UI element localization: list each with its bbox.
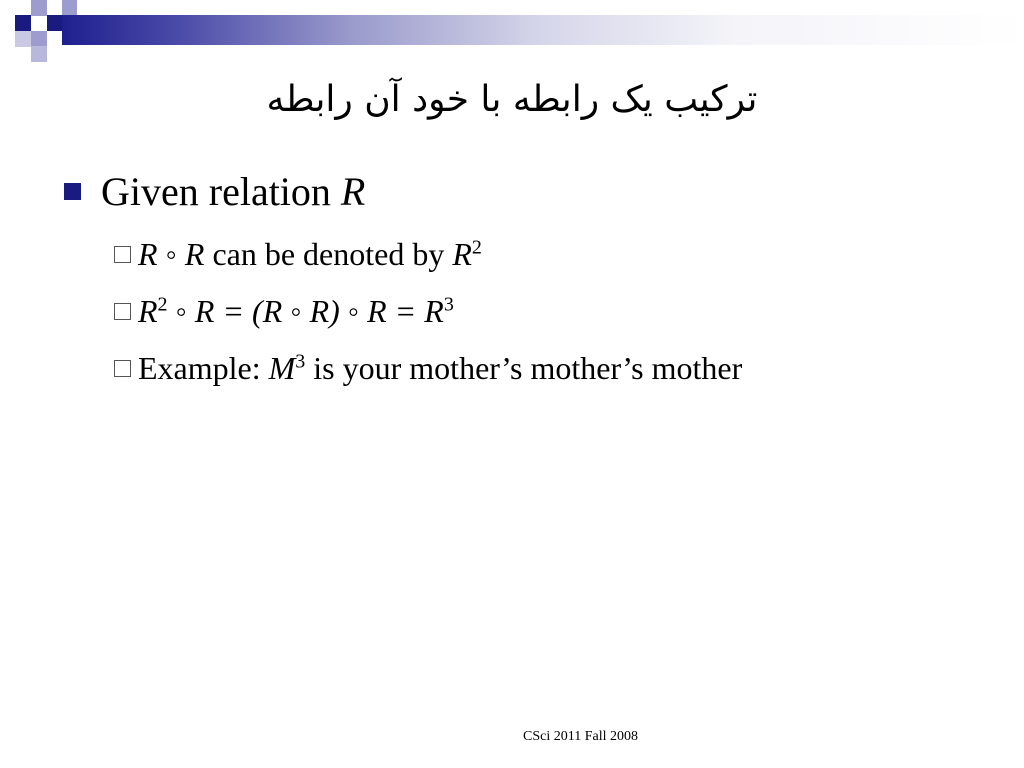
sub-bullet-2 [114, 291, 454, 331]
exponent: 3 [295, 350, 306, 373]
example-label: Example: [138, 350, 269, 386]
decor-square-light-3 [62, 0, 77, 15]
hollow-square-bullet-icon [114, 246, 131, 263]
variable: R [184, 236, 205, 272]
variable: R [138, 293, 158, 329]
main-bullet-variable: R [340, 169, 366, 214]
decor-square-light-4 [31, 46, 47, 62]
sub-bullet-3 [114, 348, 742, 388]
main-bullet-text: Given relation [101, 169, 341, 214]
sub-bullet-text: is your mother’s mother’s mother [305, 350, 743, 386]
decor-square-dark-2 [47, 15, 63, 31]
hollow-square-bullet-icon [114, 360, 131, 377]
footer-text: CSci 2011 Fall 2008 [523, 729, 638, 744]
slide-title: ترکیب یک رابطه با خود آن رابطه [266, 79, 758, 120]
sub-bullet-text: can be denoted by [204, 236, 453, 272]
variable: M [268, 350, 296, 386]
variable: R [452, 236, 472, 272]
main-bullet [64, 168, 365, 216]
compose-operator: ◦ [157, 236, 185, 272]
exponent: 2 [471, 236, 482, 259]
decor-square-light-1 [31, 0, 47, 16]
variable: R [138, 236, 158, 272]
hollow-square-bullet-icon [114, 303, 131, 320]
square-bullet-icon [64, 183, 81, 200]
decor-square-dark-1 [15, 15, 31, 31]
decor-square-light-5 [15, 31, 31, 47]
exponent: 3 [443, 293, 454, 316]
sub-bullet-1 [114, 234, 482, 274]
exponent: 2 [157, 293, 168, 316]
header-gradient-bar [62, 15, 1024, 45]
math-expression: ◦ R = (R ◦ R) ◦ R = R [167, 293, 444, 329]
decor-square-light-2 [31, 31, 47, 47]
